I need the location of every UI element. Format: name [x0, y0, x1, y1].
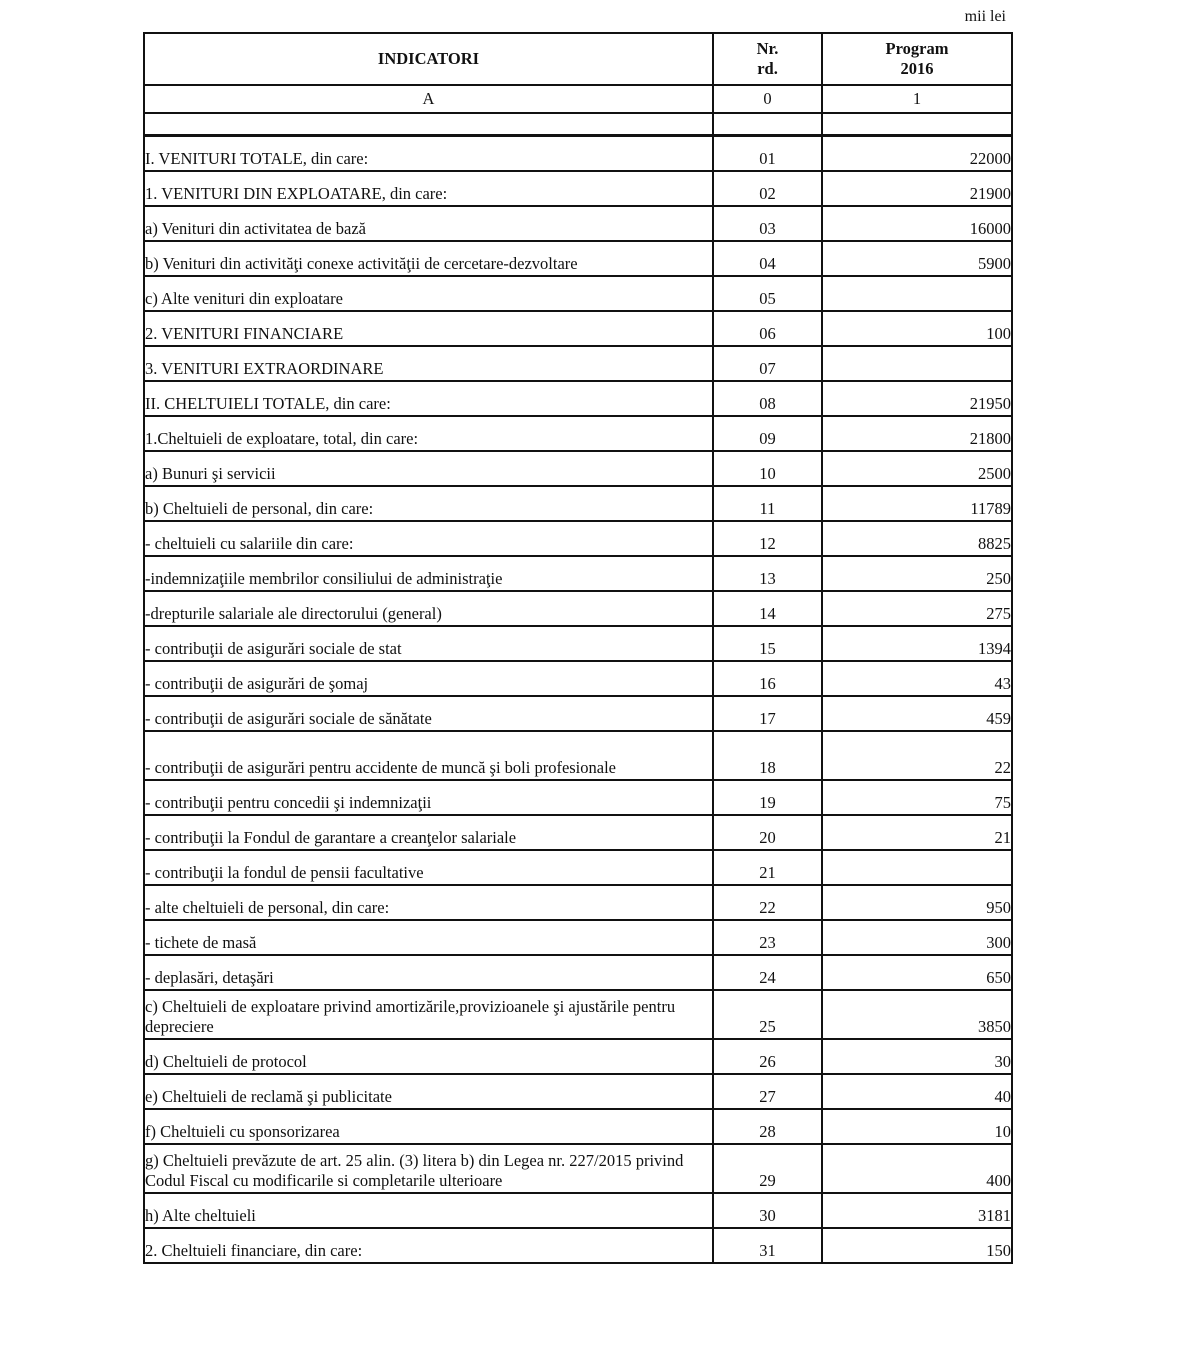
table-row [144, 171, 1012, 206]
row-number: 23 [713, 920, 822, 955]
row-number: 12 [713, 521, 822, 556]
column-letter-program: 1 [822, 85, 1012, 113]
program-value: 5900 [822, 241, 1012, 276]
row-number: 01 [713, 136, 822, 172]
table-row [144, 696, 1012, 731]
row-number: 04 [713, 241, 822, 276]
indicator-label: - deplasări, detaşări [144, 955, 713, 990]
indicator-label: c) Alte venituri din exploatare [144, 276, 713, 311]
table-row [144, 1228, 1012, 1263]
header-program-line2: 2016 [900, 59, 934, 78]
program-value: 43 [822, 661, 1012, 696]
header-program-line1: Program [885, 39, 949, 58]
program-value: 30 [822, 1039, 1012, 1074]
row-number: 14 [713, 591, 822, 626]
column-letters-row [144, 85, 1012, 113]
indicator-label: - contribuţii pentru concedii şi indemnizaţii [144, 780, 713, 815]
program-value: 40 [822, 1074, 1012, 1109]
program-value: 459 [822, 696, 1012, 731]
spacer-cell [822, 113, 1012, 136]
program-value: 300 [822, 920, 1012, 955]
table-row [144, 626, 1012, 661]
indicator-label: e) Cheltuieli de reclamă şi publicitate [144, 1074, 713, 1109]
row-number: 19 [713, 780, 822, 815]
row-number: 25 [713, 990, 822, 1039]
row-number: 15 [713, 626, 822, 661]
table-row [144, 451, 1012, 486]
row-number: 11 [713, 486, 822, 521]
indicator-label: II. CHELTUIELI TOTALE, din care: [144, 381, 713, 416]
program-value [822, 346, 1012, 381]
row-number: 13 [713, 556, 822, 591]
program-value: 8825 [822, 521, 1012, 556]
budget-table [143, 32, 1013, 1264]
program-value: 250 [822, 556, 1012, 591]
program-value: 11789 [822, 486, 1012, 521]
program-value: 21800 [822, 416, 1012, 451]
header-nr-rd [713, 33, 822, 85]
table-row [144, 1144, 1012, 1193]
table-row [144, 241, 1012, 276]
indicator-label: - contribuţii la Fondul de garantare a creanţelor salariale [144, 815, 713, 850]
program-value: 400 [822, 1144, 1012, 1193]
program-value: 16000 [822, 206, 1012, 241]
row-number: 20 [713, 815, 822, 850]
program-value: 75 [822, 780, 1012, 815]
header-nr-line2: rd. [757, 59, 778, 78]
indicator-label: f) Cheltuieli cu sponsorizarea [144, 1109, 713, 1144]
table-row [144, 780, 1012, 815]
program-value: 100 [822, 311, 1012, 346]
header-indicatori [144, 33, 713, 85]
row-number: 22 [713, 885, 822, 920]
row-number: 30 [713, 1193, 822, 1228]
program-value: 21900 [822, 171, 1012, 206]
unit-label: mii lei [964, 8, 1006, 25]
indicator-label: h) Alte cheltuieli [144, 1193, 713, 1228]
header-nr-line1: Nr. [756, 39, 779, 58]
indicator-label: 3. VENITURI EXTRAORDINARE [144, 346, 713, 381]
row-number: 06 [713, 311, 822, 346]
table-row [144, 850, 1012, 885]
program-value: 650 [822, 955, 1012, 990]
row-number: 09 [713, 416, 822, 451]
row-number: 02 [713, 171, 822, 206]
program-value: 1394 [822, 626, 1012, 661]
table-row [144, 486, 1012, 521]
row-number: 29 [713, 1144, 822, 1193]
header-indicatori-label: INDICATORI [377, 49, 480, 68]
indicator-label: - tichete de masă [144, 920, 713, 955]
table-row [144, 1039, 1012, 1074]
indicator-label: g) Cheltuieli prevăzute de art. 25 alin. (3) litera b) din Legea nr. 227/2015 privind Codul Fiscal cu modificarile si completarile ulterioare [144, 1144, 713, 1193]
indicator-label: 2. VENITURI FINANCIARE [144, 311, 713, 346]
table-row [144, 416, 1012, 451]
row-number: 31 [713, 1228, 822, 1263]
indicator-label: - contribuţii la fondul de pensii facultative [144, 850, 713, 885]
indicator-label: - alte cheltuieli de personal, din care: [144, 885, 713, 920]
indicator-label: - contribuţii de asigurări sociale de stat [144, 626, 713, 661]
program-value: 3850 [822, 990, 1012, 1039]
table-row [144, 591, 1012, 626]
table-row [144, 1109, 1012, 1144]
indicator-label: b) Venituri din activităţi conexe activităţii de cercetare-dezvoltare [144, 241, 713, 276]
program-value [822, 276, 1012, 311]
program-value: 10 [822, 1109, 1012, 1144]
spacer-cell [713, 113, 822, 136]
row-number: 18 [713, 731, 822, 780]
program-value: 3181 [822, 1193, 1012, 1228]
program-value: 275 [822, 591, 1012, 626]
table-row [144, 990, 1012, 1039]
indicator-label: -drepturile salariale ale directorului (general) [144, 591, 713, 626]
column-letter-a: A [144, 85, 713, 113]
indicator-label: 2. Cheltuieli financiare, din care: [144, 1228, 713, 1263]
indicator-label: a) Venituri din activitatea de bază [144, 206, 713, 241]
indicator-label: a) Bunuri şi servicii [144, 451, 713, 486]
indicator-label: d) Cheltuieli de protocol [144, 1039, 713, 1074]
indicator-label: - cheltuieli cu salariile din care: [144, 521, 713, 556]
table-row [144, 381, 1012, 416]
row-number: 03 [713, 206, 822, 241]
row-number: 16 [713, 661, 822, 696]
program-value: 21 [822, 815, 1012, 850]
table-row [144, 556, 1012, 591]
spacer-row [144, 113, 1012, 136]
program-value: 22000 [822, 136, 1012, 172]
table-row [144, 955, 1012, 990]
table-row [144, 206, 1012, 241]
table-row [144, 346, 1012, 381]
row-number: 28 [713, 1109, 822, 1144]
table-row [144, 731, 1012, 780]
table-row [144, 276, 1012, 311]
table-row [144, 311, 1012, 346]
row-number: 05 [713, 276, 822, 311]
indicator-label: 1.Cheltuieli de exploatare, total, din care: [144, 416, 713, 451]
table-row [144, 1074, 1012, 1109]
indicator-label: c) Cheltuieli de exploatare privind amortizările,provizioanele şi ajustările pentru depreciere [144, 990, 713, 1039]
indicator-label: - contribuţii de asigurări pentru accidente de muncă şi boli profesionale [144, 731, 713, 780]
header-row [144, 33, 1012, 85]
indicator-label: - contribuţii de asigurări de şomaj [144, 661, 713, 696]
program-value: 22 [822, 731, 1012, 780]
indicator-label: I. VENITURI TOTALE, din care: [144, 136, 713, 172]
indicator-label: - contribuţii de asigurări sociale de sănătate [144, 696, 713, 731]
row-number: 24 [713, 955, 822, 990]
table-row [144, 521, 1012, 556]
table-row [144, 661, 1012, 696]
program-value: 21950 [822, 381, 1012, 416]
row-number: 17 [713, 696, 822, 731]
program-value: 2500 [822, 451, 1012, 486]
row-number: 08 [713, 381, 822, 416]
column-letter-nr: 0 [713, 85, 822, 113]
table-row [144, 815, 1012, 850]
program-value [822, 850, 1012, 885]
spacer-cell [144, 113, 713, 136]
indicator-label: 1. VENITURI DIN EXPLOATARE, din care: [144, 171, 713, 206]
table-row [144, 920, 1012, 955]
row-number: 21 [713, 850, 822, 885]
row-number: 27 [713, 1074, 822, 1109]
table-row [144, 885, 1012, 920]
program-value: 150 [822, 1228, 1012, 1263]
table-body [144, 136, 1012, 1264]
program-value: 950 [822, 885, 1012, 920]
indicator-label: b) Cheltuieli de personal, din care: [144, 486, 713, 521]
row-number: 26 [713, 1039, 822, 1074]
row-number: 10 [713, 451, 822, 486]
row-number: 07 [713, 346, 822, 381]
header-program [822, 33, 1012, 85]
indicator-label: -indemnizaţiile membrilor consiliului de administraţie [144, 556, 713, 591]
table-row [144, 1193, 1012, 1228]
table-row [144, 136, 1012, 172]
